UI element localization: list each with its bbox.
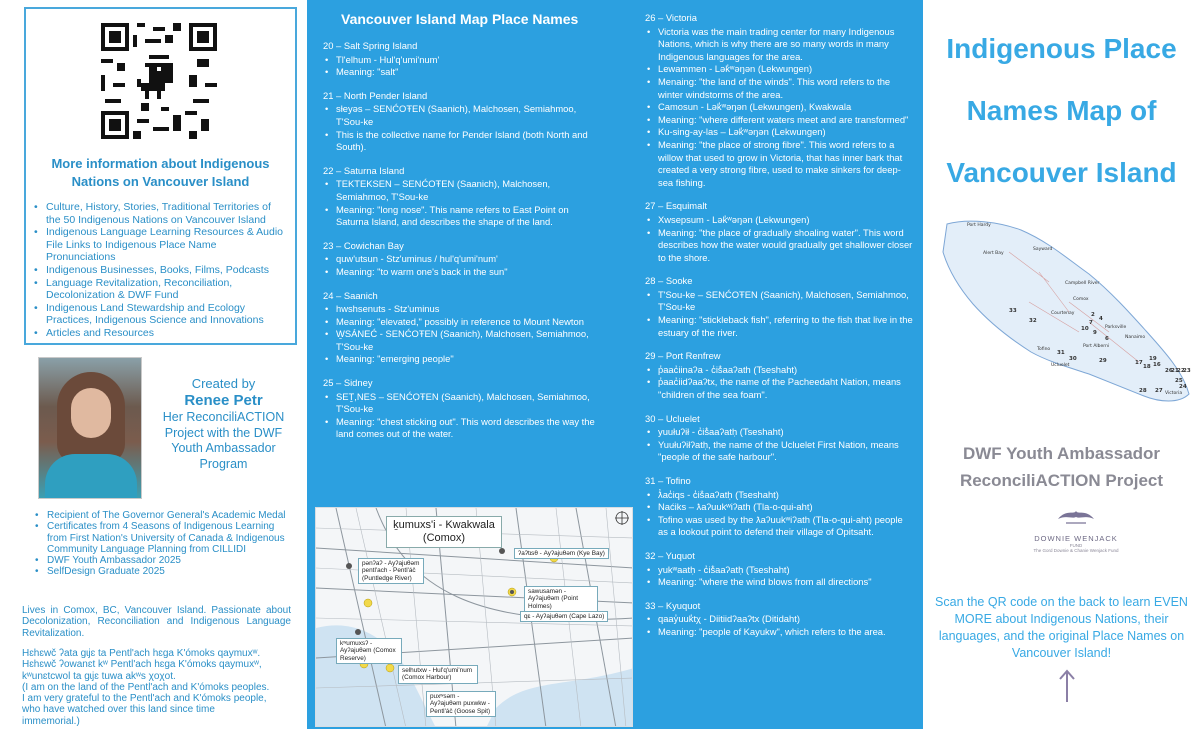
title-line: Names Map of xyxy=(966,95,1157,126)
place-heading: 33 – Kyuquot xyxy=(645,599,701,611)
list-item: • Meaning: "long nose". This name refers to East Point on Saturna Island, and describes the shape of the land. xyxy=(336,204,603,229)
map-number: 28 xyxy=(1139,388,1147,394)
place-details xyxy=(645,489,915,539)
list-item: • p̓aac̓iidʔaaʔtx, the name of the Pacheedaht Nation, means "children of the sea foam". xyxy=(658,376,915,401)
place-heading: 30 – Ucluelet xyxy=(645,412,700,424)
map-label: pənʔaʔ - Ayʔajuθəm pentl'ach - Pentl'áč (Puntledge River) xyxy=(358,558,424,584)
map-town-label: Port Hardy xyxy=(967,223,991,228)
list-item: • Meaning: "people of Kayukw", which refers to the area. xyxy=(658,626,915,639)
place-entry xyxy=(645,550,915,589)
place-entry xyxy=(323,290,603,367)
list-item: • Lewammen - Lək̓ʷəŋən (Lekwungen) xyxy=(658,63,915,76)
list-item: • Meaning: "emerging people" xyxy=(336,353,603,366)
info-box xyxy=(24,7,297,345)
list-item: • Indigenous Language Learning Resources & Audio File Links to Indigenous Place Name Pronunciations xyxy=(46,226,287,264)
cover-panel xyxy=(923,0,1200,729)
place-heading: 24 – Saanich xyxy=(323,289,378,301)
list-item: • Meaning: "where different waters meet and are transformed" xyxy=(658,114,915,127)
map-number: 16 xyxy=(1153,362,1161,368)
list-item: • quw'utsun - Stz'uminus / hul'q'umi'num' xyxy=(336,253,603,266)
map-town-label: Nanaimo xyxy=(1125,335,1146,340)
place-names-column-2 xyxy=(645,12,915,650)
list-item: • W̱SÁNEĆ - SENĆOŦEN (Saanich), Malchosen, Semiahmoo, T'Sou-ke xyxy=(336,328,603,353)
comox-map-title: ḵumuxs'i - Kwakwala (Comox) xyxy=(386,516,502,548)
creator-photo xyxy=(38,357,142,499)
map-number: 33 xyxy=(1009,308,1017,314)
map-number: 24 xyxy=(1179,384,1187,390)
list-item: • Tofino was used by the ƛaʔuukʷiʔath (Tla-o-qui-aht) people as a lookout point to defend their village of Opitsaht. xyxy=(658,514,915,539)
downie-wenjack-logo xyxy=(1030,505,1122,561)
list-item: • DWF Youth Ambassador 2025 xyxy=(47,555,291,566)
place-entry xyxy=(645,12,915,189)
place-entry xyxy=(645,475,915,539)
list-item: • Indigenous Land Stewardship and Ecology Practices, Indigenous Science and Innovations xyxy=(46,302,287,327)
place-details xyxy=(323,391,603,441)
list-item: • hwshsenuts - Stz'uminus xyxy=(336,303,603,316)
place-details xyxy=(645,26,915,190)
map-town-label: Victoria xyxy=(1165,391,1183,396)
place-details xyxy=(323,54,603,79)
list-item: • Naćiks – ƛaʔuukʷiʔath (Tla-o-qui-aht) xyxy=(658,501,915,514)
list-item: • Meaning: "to warm one's back in the sun" xyxy=(336,266,603,279)
map-number: 18 xyxy=(1143,364,1151,370)
place-heading: 22 – Saturna Island xyxy=(323,164,405,176)
more-info-title: More information about Indigenous Nations on Vancouver Island xyxy=(51,156,270,189)
list-item: • Culture, History, Stories, Traditional Territories of the 50 Indigenous Nations on Vancouver Island xyxy=(46,201,287,226)
place-names-title: Vancouver Island Map Place Names xyxy=(341,11,579,27)
map-number: 32 xyxy=(1029,318,1037,324)
place-details xyxy=(645,214,915,264)
map-town-label: Sayward xyxy=(1033,247,1053,252)
list-item: • Meaning: "chest sticking out". This word describes the way the land comes out of the water. xyxy=(336,416,603,441)
list-item: • Camosun - Lək̓ʷəŋən (Lekwungen), Kwakwala xyxy=(658,101,915,114)
map-number: 19 xyxy=(1149,356,1157,362)
place-entry xyxy=(645,413,915,464)
place-heading: 20 – Salt Spring Island xyxy=(323,40,418,51)
place-heading: 32 – Yuquot xyxy=(645,549,695,561)
dwf-project-title: DWF Youth Ambassador ReconciliACTION Project xyxy=(959,444,1164,490)
list-item: • Meaning: "where the wind blows from all directions" xyxy=(658,576,915,589)
logo-tagline: The Gord Downie & Chanie Wenjack Fund xyxy=(1033,548,1119,553)
list-item: • Meaning: "elevated," possibly in reference to Mount Newton xyxy=(336,316,603,329)
map-town-label: Tofino xyxy=(1037,347,1051,352)
list-item: • Victoria was the main trading center for many Indigenous Nations, which is why there are so many words in many Indigenous languages for the area. xyxy=(658,26,915,64)
place-heading: 25 – Sidney xyxy=(323,377,373,389)
list-item: • TEKTEKSEN – SENĆOŦEN (Saanich), Malchosen, Semiahmoo, T'Sou-ke xyxy=(336,178,603,203)
list-item: • Yuułuʔiłʔatḥ, the name of the Ucluelet First Nation, means "people of the safe harbour". xyxy=(658,439,915,464)
place-heading: 31 – Tofino xyxy=(645,475,691,486)
logo-name: DOWNIE WENJACK xyxy=(1034,534,1118,543)
list-item: • Xwsepsum - Lək̓ʷəŋən (Lekwungen) xyxy=(658,214,915,227)
territory-line: Hɛhɛwč ʔowanɛt kʷ Pentl'ach hɛga K'ómoks qaymuxʷ, xyxy=(22,659,262,671)
place-entry xyxy=(645,200,915,264)
map-label: puxʷsəm - Ayʔajuθəm puxwkw - Pentl'áč (Goose Spit) xyxy=(426,691,496,717)
list-item: • yuułuʔił - c̓iš̓aaʔatḥ (Tseshaht) xyxy=(658,426,915,439)
list-item: • yukʷaatḥ - c̓iš̓aaʔatḥ (Tseshaht) xyxy=(658,564,915,577)
place-heading: 27 – Esquimalt xyxy=(645,200,708,212)
map-number: 22 xyxy=(1177,368,1185,374)
list-item: • T'Sou-ke – SENĆOŦEN (Saanich), Malchosen, Semiahmoo, T'Sou-ke xyxy=(658,289,915,314)
arrow-up-icon xyxy=(1057,668,1077,704)
map-label: sawusamən - Ayʔajuθəm (Point Holmes) xyxy=(524,586,598,612)
list-item: • Meaning: "the place of gradually shoaling water". This word describes how the water would gradually get shallower closer to the shore. xyxy=(658,227,915,265)
place-details xyxy=(323,103,603,153)
place-entry xyxy=(323,40,603,79)
map-label: selhutxw - Hul'q'umi'num (Comox Harbour) xyxy=(398,665,478,684)
place-details xyxy=(323,178,603,228)
map-number: 27 xyxy=(1155,388,1163,394)
map-number: 2 xyxy=(1091,312,1095,318)
map-town-label: Comox xyxy=(1073,297,1089,302)
place-entry xyxy=(323,240,603,279)
list-item: • Ku-sing-ay-las – Lək̓ʷəŋən (Lekwungen) xyxy=(658,126,915,139)
place-details xyxy=(645,289,915,339)
list-item: • Articles and Resources xyxy=(46,327,287,340)
created-by-label: Created by xyxy=(191,376,256,391)
list-item: • Language Revitalization, Reconciliation, Decolonization & DWF Fund xyxy=(46,277,287,302)
logo-fund: FUND xyxy=(1069,543,1083,548)
territory-acknowledgement xyxy=(22,648,295,727)
territory-line: I am very grateful to the Pentl'ach and K'ómoks people, xyxy=(22,693,267,705)
place-names-panel xyxy=(307,0,923,729)
place-heading: 23 – Cowichan Bay xyxy=(323,239,404,251)
list-item: • Meaning: "stickleback fish", referring to the fish that live in the estuary of the river. xyxy=(658,314,915,339)
list-item: • Indigenous Businesses, Books, Films, Podcasts xyxy=(46,264,287,277)
list-item: • Meaning: "salt" xyxy=(336,66,603,79)
place-heading: 28 – Sooke xyxy=(645,275,693,287)
map-town-label: Courtenay xyxy=(1051,311,1075,316)
place-entry xyxy=(645,350,915,401)
bio-text: Lives in Comox, BC, Vancouver Island. Passionate about Decolonization, Reconciliation and Indigenous Language Revitalization. xyxy=(22,605,291,639)
place-entry xyxy=(323,90,603,154)
map-number: 29 xyxy=(1099,358,1107,364)
map-label: qɛ - Ayʔajuθəm (Cape Lazo) xyxy=(520,611,608,622)
map-town-label: Parksville xyxy=(1105,325,1127,330)
qr-code[interactable] xyxy=(101,23,217,139)
place-heading: 29 – Port Renfrew xyxy=(645,350,721,362)
map-town-label: Campbell River xyxy=(1065,281,1100,286)
map-number: 23 xyxy=(1183,368,1191,374)
place-details xyxy=(645,564,915,589)
vancouver-island-map xyxy=(939,212,1193,408)
map-number: 25 xyxy=(1175,378,1183,384)
map-number: 26 xyxy=(1165,368,1173,374)
place-details xyxy=(645,364,915,402)
list-item: • This is the collective name for Pender Island (both North and South). xyxy=(336,129,603,154)
territory-line: kʷunɛtcwol ta gɩjɛ tuwa akʷs χoχot. xyxy=(22,670,176,682)
territory-line: (I am on the land of the Pentl'ach and K'ómoks peoples. xyxy=(22,681,270,693)
territory-line: Hɛhɛwč ʔata gɩjɛ ta Pentl'ach hɛga K'ómoks qaymuxʷ. xyxy=(22,648,261,659)
map-town-label: Port Alberni xyxy=(1083,344,1110,349)
map-number: 21 xyxy=(1171,368,1179,374)
place-details xyxy=(645,613,915,638)
list-item: • sƚeyəs – SENĆOŦEN (Saanich), Malchosen, Semiahmoo, T'Sou-ke xyxy=(336,103,603,128)
map-number: 10 xyxy=(1081,326,1089,332)
title-line: Indigenous Place xyxy=(946,33,1177,64)
list-item: • qaay̓uuk̓tχ - Diitiidʔaaʔtx (Ditidaht) xyxy=(658,613,915,626)
list-item: • Meaning: "the place of strong fibre". This word refers to a willow that used to grow in Victoria, that has inner bark that created a very strong fibre, used to make sinkers for deep-sea fishing. xyxy=(658,139,915,189)
list-item: • SEṮ,NES – SENĆOŦEN (Saanich), Malchosen, Semiahmoo, T'Sou-ke xyxy=(336,391,603,416)
list-item: • Tl'elhum - Hul'q'umi'num' xyxy=(336,54,603,67)
fund-logo-icon xyxy=(1056,505,1096,527)
place-details xyxy=(323,303,603,366)
map-town-label: Alert Bay xyxy=(983,251,1004,256)
place-heading: 21 – North Pender Island xyxy=(323,89,428,101)
comox-map xyxy=(315,507,633,727)
territory-line: who have watched over this land since time xyxy=(22,704,215,716)
awards-list xyxy=(47,510,291,578)
place-details xyxy=(645,426,915,464)
place-entry xyxy=(323,165,603,229)
map-label: kʷumuxsʔ - Ayʔajuθəm (Comox Reserve) xyxy=(336,638,402,664)
place-names-column-1 xyxy=(323,40,603,452)
map-label: ʔaʔtɩsθ - Ayʔajuθəm (Kye Bay) xyxy=(514,548,609,559)
list-item: • p̓aac̓iinaʔa - c̓iš̓aaʔath (Tseshaht) xyxy=(658,364,915,377)
place-details xyxy=(323,253,603,278)
territory-line: immemorial.) xyxy=(22,715,80,727)
resources-list xyxy=(46,201,287,340)
place-entry xyxy=(645,275,915,339)
title-line: Vancouver Island xyxy=(946,157,1177,188)
creator-name: Renee Petr xyxy=(184,391,263,409)
map-number: 17 xyxy=(1135,360,1143,366)
map-number: 4 xyxy=(1099,316,1103,322)
list-item: • ƛ̓ac̓iqs - c̓iš̓aaʔatḥ (Tseshaht) xyxy=(658,489,915,502)
place-entry xyxy=(645,600,915,639)
map-number: 9 xyxy=(1093,330,1097,336)
left-panel xyxy=(0,0,305,729)
creator-description: Her ReconciliACTION Project with the DWF Youth Ambassador Program xyxy=(162,409,285,472)
list-item: • SelfDesign Graduate 2025 xyxy=(47,566,291,577)
scan-qr-text: Scan the QR code on the back to learn EVEN MORE about Indigenous Nations, their languages, and the original Place Names on Vancouver Island! xyxy=(935,595,1188,660)
map-town-label: Ucluelet xyxy=(1051,363,1070,368)
list-item: • Recipient of The Governor General's Academic Medal xyxy=(47,510,291,521)
list-item: • Certificates from 4 Seasons of Indigenous Learning from First Nation's University of Canada & Indigenous Community Language Planning from CILLIDI xyxy=(47,521,291,555)
list-item: • Menaing: "the land of the winds". This word refers to the winter windstorms of the area. xyxy=(658,76,915,101)
map-number: 7 xyxy=(1089,320,1093,326)
place-heading: 26 – Victoria xyxy=(645,12,697,23)
map-number: 6 xyxy=(1105,336,1109,342)
map-number: 31 xyxy=(1057,350,1065,356)
creator-credit xyxy=(150,376,297,473)
place-entry xyxy=(323,377,603,441)
main-title xyxy=(933,18,1190,204)
map-number: 30 xyxy=(1069,356,1077,362)
